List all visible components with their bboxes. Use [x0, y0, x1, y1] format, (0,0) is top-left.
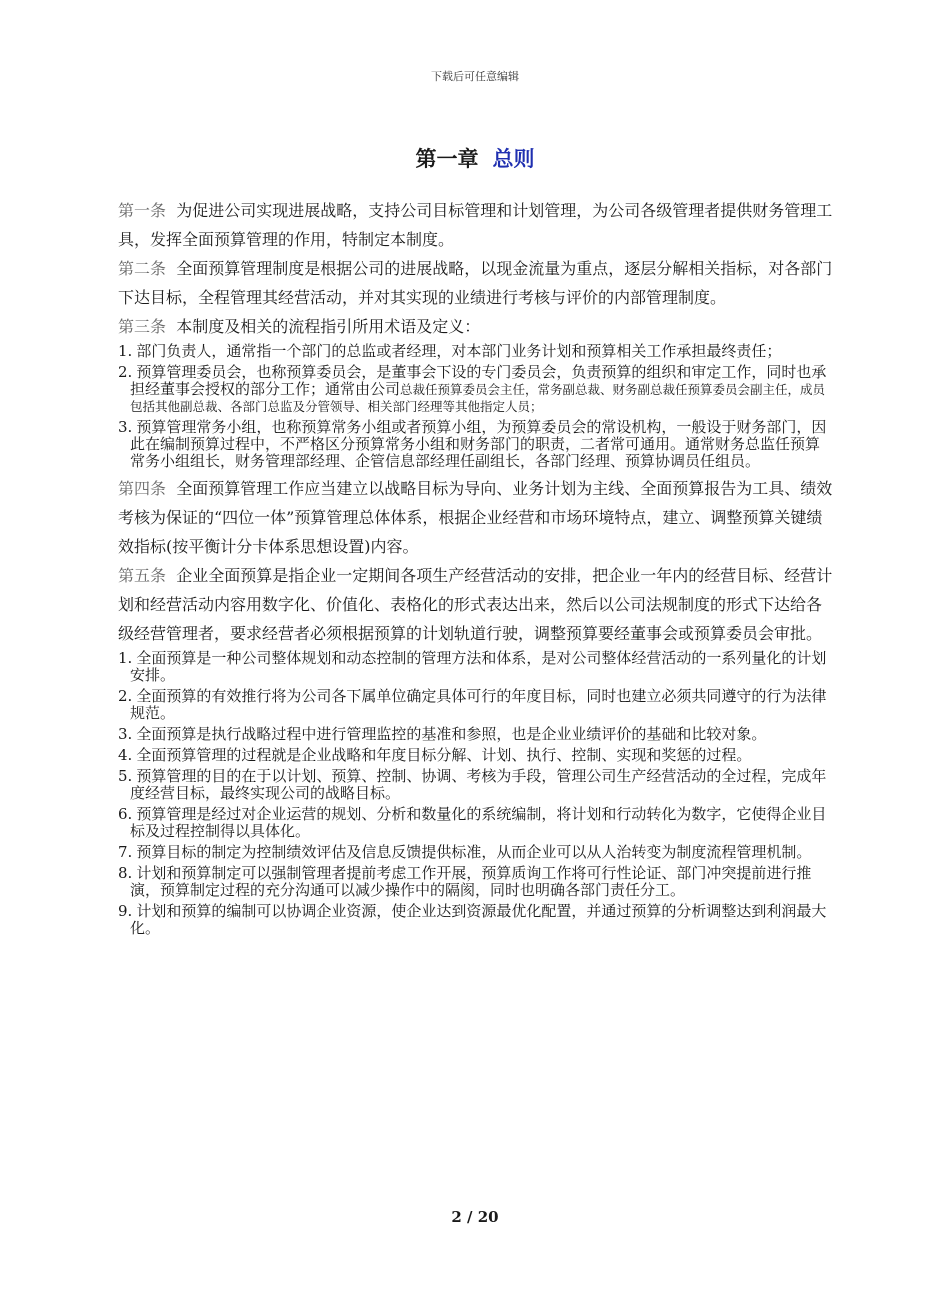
article-lead: 第二条	[118, 259, 167, 278]
article-lead: 第一条	[118, 201, 167, 220]
terms-list	[118, 343, 834, 470]
list-text: 预算管理常务小组，也称预算常务小组或者预算小组，为预算委员会的常设机构，一般设于财务部门，因此在编制预算过程中，不严格区分预算常务小组和财务部门的职责，二者常可通用。通常财务总监任预算常务小组组长，财务管理部经理、企管信息部经理任副组长，各部门经理、预算协调员任组员。	[130, 418, 827, 470]
article-3	[118, 312, 834, 341]
list-number: 1.	[118, 342, 133, 360]
list-number: 2.	[118, 363, 133, 381]
document-body	[118, 196, 834, 941]
list-text: 全面预算管理的过程就是企业战略和年度目标分解、计划、执行、控制、实现和奖惩的过程。	[136, 746, 752, 764]
article-text: 全面预算管理制度是根据公司的进展战略，以现金流量为重点，逐层分解相关指标，对各部门下达目标，全程管理其经营活动，并对其实现的业绩进行考核与评价的内部管理制度。	[118, 259, 833, 307]
article-lead: 第五条	[118, 566, 167, 585]
list-text: 预算管理是经过对企业运营的规划、分析和数量化的系统编制，将计划和行动转化为数字，它使得企业目标及过程控制得以具体化。	[130, 805, 827, 840]
list-text: 全面预算是一种公司整体规划和动态控制的管理方法和体系，是对公司整体经营活动的一系列量化的计划安排。	[130, 649, 827, 684]
list-text: 全面预算是执行战略过程中进行管理监控的基准和参照，也是企业业绩评价的基础和比较对象。	[136, 725, 767, 743]
article-lead: 第四条	[118, 479, 167, 498]
list-item	[118, 419, 834, 470]
list-number: 7.	[118, 843, 133, 861]
article-text: 为促进公司实现进展战略，支持公司目标管理和计划管理，为公司各级管理者提供财务管理工具，发挥全面预算管理的作用，特制定本制度。	[118, 201, 833, 249]
chapter-name: 总则	[492, 147, 535, 171]
chapter-number: 第一章	[415, 147, 479, 171]
list-number: 2.	[118, 687, 133, 705]
article-text: 本制度及相关的流程指引所用术语及定义：	[176, 317, 481, 336]
points-list	[118, 650, 834, 937]
list-text: 预算管理的目的在于以计划、预算、控制、协调、考核为手段，管理公司生产经营活动的全过程，完成年度经营目标，最终实现公司的战略目标。	[130, 767, 827, 802]
page-number: 2 / 20	[451, 1208, 499, 1226]
page-header: 下载后可任意编辑	[431, 70, 519, 83]
list-item	[118, 650, 834, 684]
list-number: 4.	[118, 746, 133, 764]
list-number: 3.	[118, 418, 133, 436]
article-1	[118, 196, 834, 254]
list-text: 预算管理委员会，也称预算委员会，是董事会下设的专门委员会，负责预算的组织和审定工作，同时也承担经董事会授权的部分工作；通常由公司	[130, 363, 827, 398]
chapter-title	[0, 143, 950, 173]
list-number: 8.	[118, 864, 133, 882]
list-number: 5.	[118, 767, 133, 785]
list-text: 全面预算的有效推行将为公司各下属单位确定具体可行的年度目标，同时也建立必须共同遵守的行为法律规范。	[130, 687, 827, 722]
list-item	[118, 747, 834, 764]
list-number: 6.	[118, 805, 133, 823]
list-item	[118, 806, 834, 840]
list-text: 计划和预算的编制可以协调企业资源，使企业达到资源最优化配置，并通过预算的分析调整达到利润最大化。	[130, 902, 827, 937]
list-item	[118, 343, 834, 360]
list-number: 1.	[118, 649, 133, 667]
list-text-small: 总裁任预算委员会主任，常务副总裁、财务副总裁任预算委员会副主任，成员包括其他副总裁、各部门总监及分管领导、相关部门经理等其他指定人员；	[130, 382, 826, 414]
article-4	[118, 474, 834, 561]
article-lead: 第三条	[118, 317, 167, 336]
list-item	[118, 844, 834, 861]
list-text: 部门负责人，通常指一个部门的总监或者经理，对本部门业务计划和预算相关工作承担最终责任；	[136, 342, 782, 360]
article-2	[118, 254, 834, 312]
list-number: 3.	[118, 725, 133, 743]
article-text: 企业全面预算是指企业一定期间各项生产经营活动的安排，把企业一年内的经营目标、经营计划和经营活动内容用数字化、价值化、表格化的形式表达出来，然后以公司法规制度的形式下达给各级经营管理者，要求经营者必须根据预算的计划轨道行驶，调整预算要经董事会或预算委员会审批。	[118, 566, 833, 643]
list-item	[118, 768, 834, 802]
list-item	[118, 364, 834, 415]
list-text: 预算目标的制定为控制绩效评估及信息反馈提供标准，从而企业可以从人治转变为制度流程管理机制。	[136, 843, 812, 861]
article-5	[118, 561, 834, 648]
article-text: 全面预算管理工作应当建立以战略目标为导向、业务计划为主线、全面预算报告为工具、绩效考核为保证的“四位一体”预算管理总体体系，根据企业经营和市场环境特点，建立、调整预算关键绩效指标(按平衡计分卡体系思想设置)内容。	[118, 479, 833, 556]
list-item	[118, 688, 834, 722]
list-item	[118, 903, 834, 937]
list-item	[118, 726, 834, 743]
list-text: 计划和预算制定可以强制管理者提前考虑工作开展，预算质询工作将可行性论证、部门冲突提前进行推演，预算制定过程的充分沟通可以减少操作中的隔阂，同时也明确各部门责任分工。	[130, 864, 812, 899]
list-item	[118, 865, 834, 899]
list-number: 9.	[118, 902, 133, 920]
